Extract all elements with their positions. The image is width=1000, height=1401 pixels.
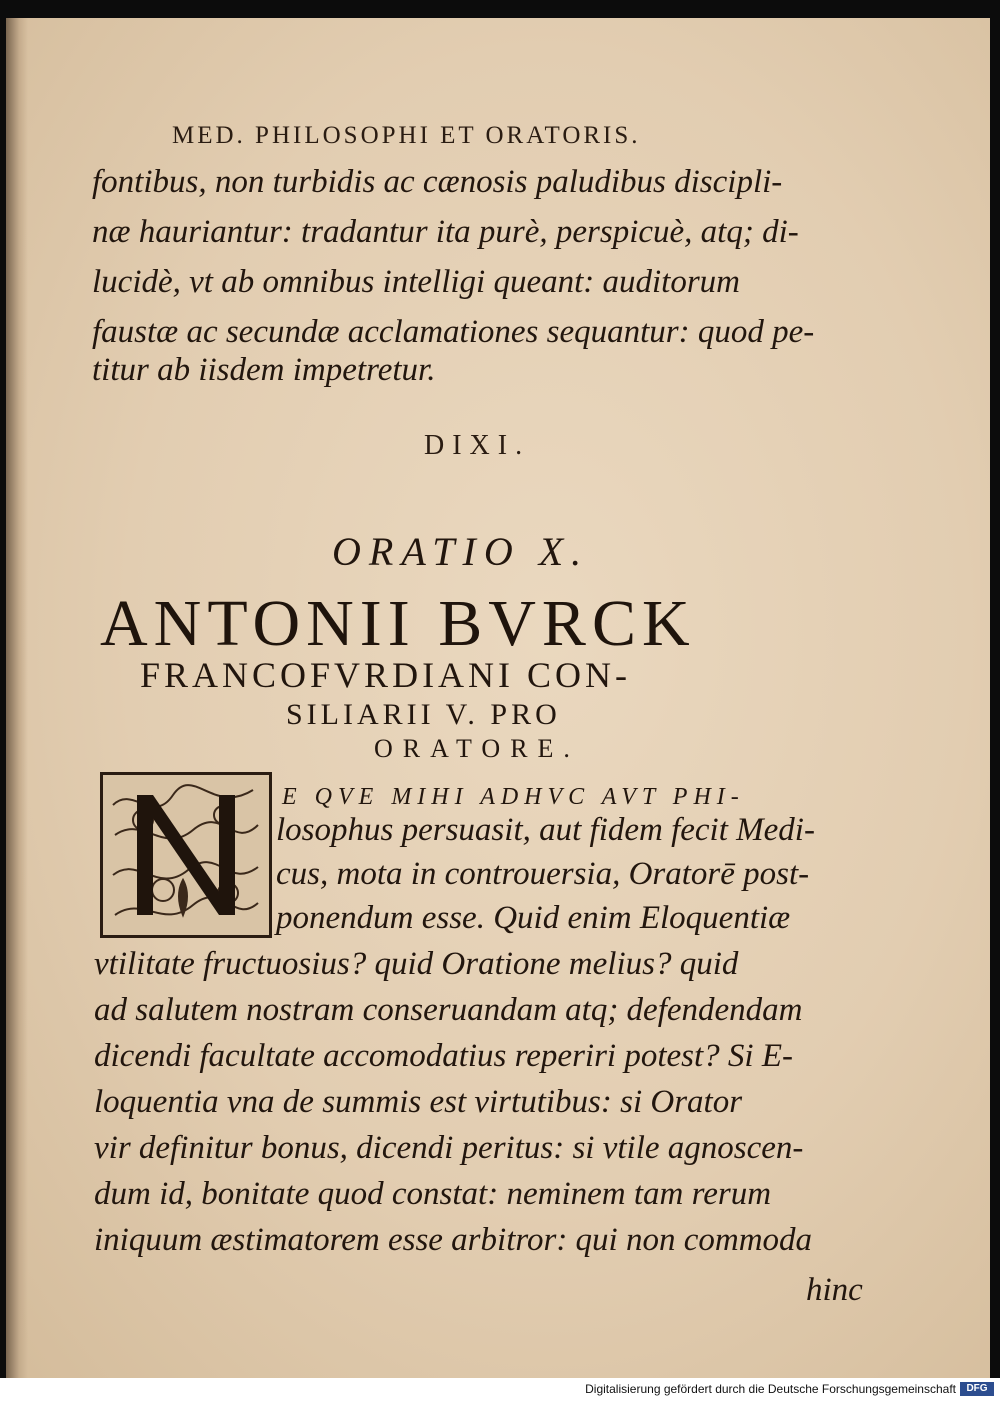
catchword: hinc [806,1272,863,1308]
text-line: næ hauriantur: tradantur ita purè, perspicuè, atq; di- [92,214,799,250]
text-line: titur ab iisdem impetretur. [92,352,436,388]
oration-number: ORATIO X. [332,529,590,574]
text-line: dum id, bonitate quod constat: neminem tam rerum [94,1176,772,1212]
text-line: loquentia vna de summis est virtutibus: si Orator [94,1084,743,1120]
text-line: ponendum esse. Quid enim Eloquentiæ [276,900,791,936]
closing-word: DIXI. [424,430,531,461]
oration-author: ANTONII BVRCK [100,587,696,660]
running-head: MED. PHILOSOPHI ET ORATORIS. [172,122,641,149]
text-line: iniquum æstimatorem esse arbitror: qui non commoda [94,1222,813,1258]
page-gutter [6,18,28,1378]
text-line: cus, mota in controuersia, Oratorē post- [276,856,810,892]
text-line: faustæ ac secundæ acclamationes sequantur: quod pe- [92,314,815,350]
text-line: losophus persuasit, aut fidem fecit Medi- [276,812,815,848]
book-page [6,18,990,1378]
decorated-initial-n-icon [103,775,269,935]
text-line: lucidè, vt ab omnibus intelligi queant: auditorum [92,264,741,300]
oration-subtitle: FRANCOFVRDIANI CON- [140,655,632,695]
oration-subtitle: ORATORE. [374,734,580,763]
text-line: dicendi facultate accomodatius reperiri potest? Si E- [94,1038,793,1074]
first-line-caps: E QVE MIHI ADHVC AVT PHI- [282,784,745,810]
text-line: vtilitate fructuosius? quid Oratione melius? quid [94,946,739,982]
text-line: fontibus, non turbidis ac cænosis paludibus discipli- [92,164,783,200]
dfg-logo-icon: DFG [960,1382,994,1396]
text-line: vir definitur bonus, dicendi peritus: si vtile agnoscen- [94,1130,804,1166]
text-line: ad salutem nostram conseruandam atq; defendendam [94,992,803,1028]
footer-bar [0,1378,1000,1401]
funding-credit: Digitalisierung gefördert durch die Deutsche Forschungsgemeinschaft [585,1382,956,1396]
decorated-initial [100,772,272,938]
oration-subtitle: SILIARII V. PRO [286,698,561,731]
